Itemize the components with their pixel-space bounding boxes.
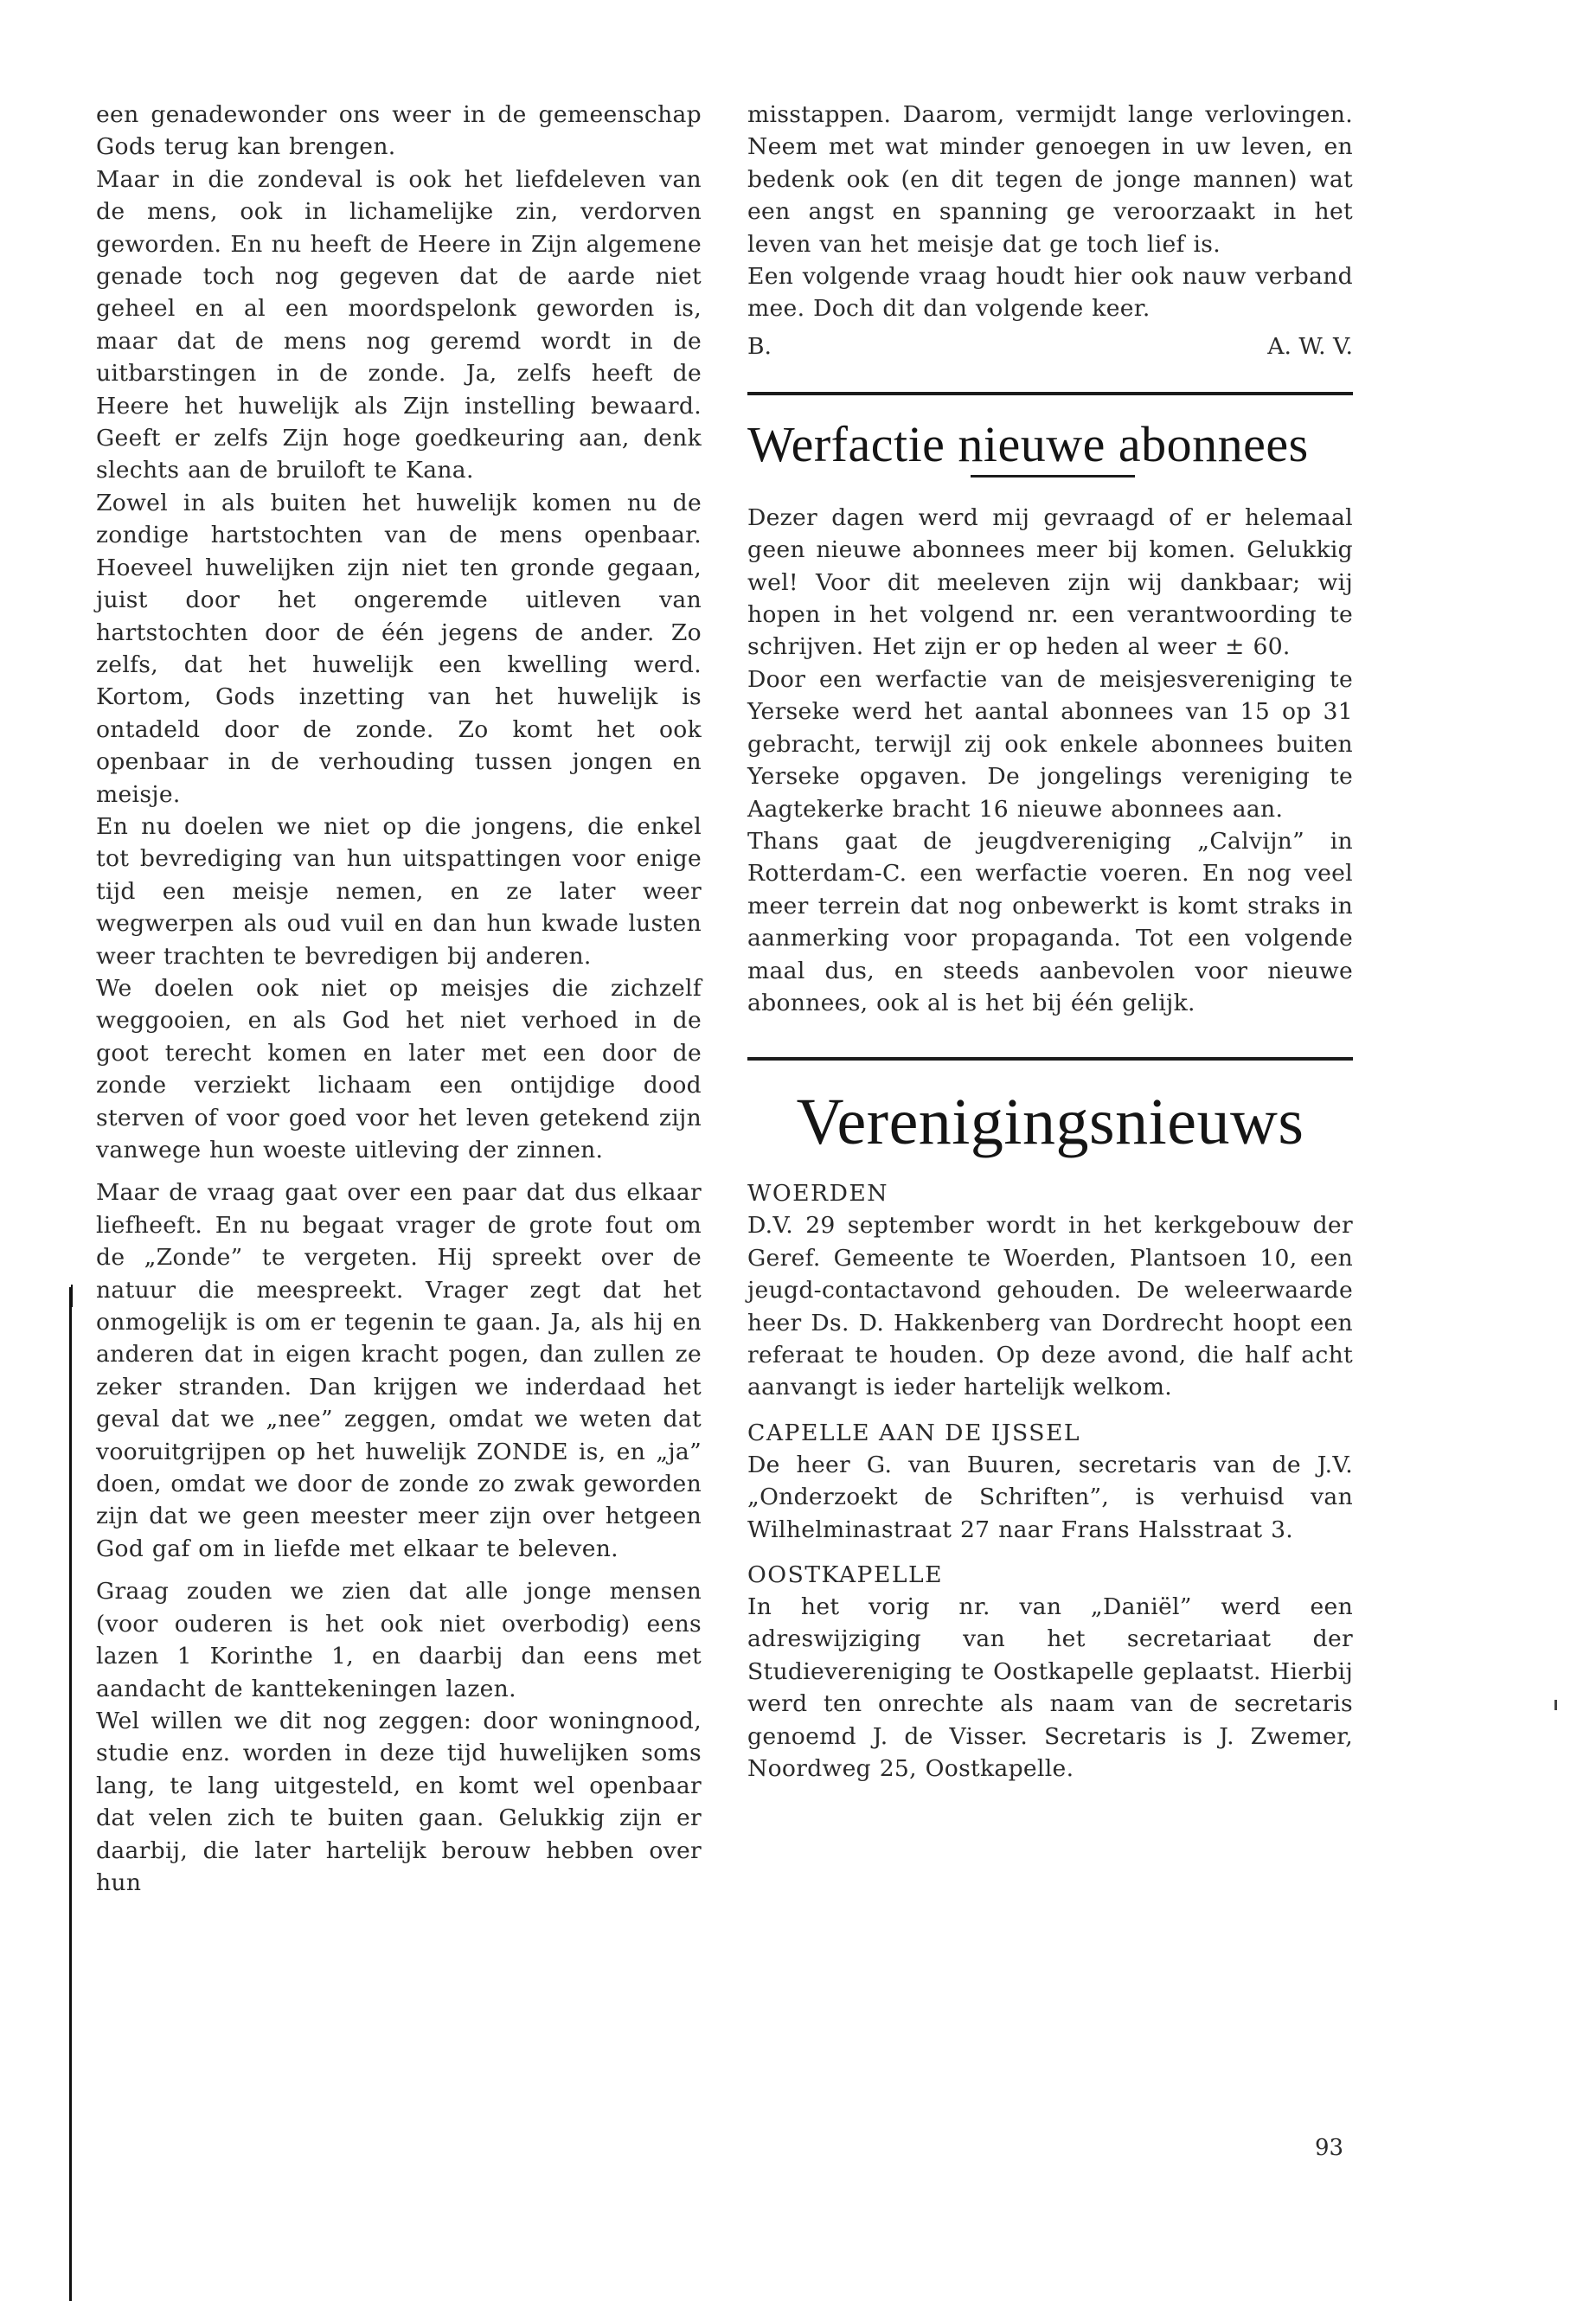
paragraph: Wel willen we dit nog zeggen: door woningnood, studie enz. worden in deze tijd huwelijken soms lang, te lang uitgesteld, en komt wel openbaar dat velen zich te buiten gaan. Gelukkig zijn er daarbij, die later hartelijk berouw hebben over hun [96,1707,702,1896]
left-column [96,99,702,1899]
binding-edge-tick [71,1285,73,1307]
paragraph: En nu doelen we niet op die jongens, die enkel tot bevrediging van hun uitspattingen voor enige tijd een meisje nemen, en ze later weer wegwerpen als oud vuil en dan hun kwade lusten weer trachten te bevredigen bij anderen. [96,812,702,970]
news-item [747,1560,1353,1785]
section-heading-verenigingsnieuws: Verenigingsnieuws [796,1086,1304,1159]
paragraph: een genadewonder ons weer in de gemeenschap Gods terug kan brengen. [96,101,702,161]
binding-edge-line [69,1287,72,2301]
signature-initial: B. [747,332,772,360]
margin-mark [1554,1700,1557,1710]
news-item [747,1418,1353,1546]
paragraph: Graag zouden we zien dat alle jonge mensen (voor ouderen is het ook niet overbodig) eens lazen 1 Korinthe 1, en daarbij dan eens met aandacht de kanttekeningen lazen. [96,1578,702,1702]
paragraph: Door een werfactie van de meisjesvereniging te Yerseke werd het aantal abonnees van 15 op 31 gebracht, terwijl zij ook enkele abonnees buiten Yerseke opgaven. De jongelings vereniging te Aagtekerke bracht 16 nieuwe abonnees aan. [747,665,1353,823]
paragraph: Dezer dagen werd mij gevraagd of er helemaal geen nieuwe abonnees meer bij komen. Gelukkig wel! Voor dit meeleven zijn wij dankbaar; wij hopen in het volgend nr. een verantwoording te schrijven. Het zijn er op heden al weer ± 60. [747,503,1353,661]
paragraph: Thans gaat de jeugdvereniging „Calvijn” in Rotterdam-C. een werfactie voeren. En nog veel meer terrein dat nog onbewerkt is komt straks in aanmerking voor propaganda. Tot een volgende maal dus, en steeds aanbevolen voor nieuwe abonnees, ook al is het bij één gelijk. [747,827,1353,1016]
paragraph: Een volgende vraag houdt hier ook nauw verband mee. Doch dit dan volgende keer. [747,263,1353,323]
news-text: In het vorig nr. van „Daniël” werd een adreswijziging van het secretariaat der Studievereniging te Oostkapelle geplaatst. Hierbij werd ten onrechte als naam van de secretaris genoemd J. de Visser. Secretaris is J. Zwemer, Noordweg 25, Oostkapelle. [747,1593,1353,1783]
news-text: D.V. 29 september wordt in het kerkgebouw der Geref. Gemeente te Woerden, Plantsoen 10, een jeugd-contactavond gehouden. De weleerwaarde heer Ds. D. Hakkenberg van Dordrecht hoopt een referaat te houden. Op deze avond, die half acht aanvangt is ieder hartelijk welkom. [747,1212,1353,1401]
news-place: OOSTKAPELLE [747,1561,944,1588]
heading-underline [971,475,1135,478]
news-item [747,1178,1353,1403]
news-place: CAPELLE AAN DE IJSSEL [747,1419,1081,1446]
news-text: De heer G. van Buuren, secretaris van de J.V. „Onderzoekt de Schriften”, is verhuisd van Wilhelminastraat 27 naar Frans Halsstraat 3. [747,1451,1353,1543]
paragraph: Maar de vraag gaat over een paar dat dus elkaar liefheeft. En nu begaat vrager de grote fout om de „Zonde” te vergeten. Hij spreekt over de natuur die meespreekt. Vrager zegt dat het onmogelijk is om er tegenin te gaan. Ja, als hij en anderen dat in eigen kracht pogen, dan zullen ze zeker stranden. Dan krijgen we inderdaad het geval dat we „nee” zeggen, omdat we weten dat vooruitgrijpen op het huwelijk ZONDE is, en „ja” doen, omdat we door de zonde zo zwak geworden zijn dat we geen meester meer zijn over hetgeen God gaf om in liefde met elkaar te beleven. [96,1179,702,1562]
right-column [747,99,1353,1785]
signature-line [747,330,1353,362]
paragraph: We doelen ook niet op meisjes die zichzelf weggooien, en als God het niet verhoed in de goot terecht komen en later met een door de zonde verziekt lichaam een ontijdige dood sterven of voor goed voor het leven getekend zijn vanwege hun woeste uitleving der zinnen. [96,974,702,1163]
page-number: 93 [1315,2135,1344,2161]
section-heading-werfactie: Werfactie nieuwe abonnees [747,415,1309,472]
section-divider [747,1057,1353,1061]
paragraph: Maar in die zondeval is ook het liefdeleven van de mens, ook in lichamelijke zin, verdorven geworden. En nu heeft de Heere in Zijn algemene genade toch nog gegeven dat de aarde niet geheel en al een moordspelonk geworden is, maar dat de mens nog geremd wordt in de uitbarstingen in de zonde. Ja, zelfs heeft de Heere het huwelijk als Zijn instelling bewaard. Geeft er zelfs Zijn hoge goedkeuring aan, denk slechts aan de bruiloft te Kana. [96,165,702,484]
news-place: WOERDEN [747,1180,889,1208]
paragraph: misstappen. Daarom, vermijdt lange verlovingen. Neem met wat minder genoegen in uw leven, en bedenk ook (en dit tegen de jonge mannen) wat een angst en spanning ge veroorzaakt in het leven van het meisje dat ge toch lief is. [747,101,1353,258]
paragraph: Zowel in als buiten het huwelijk komen nu de zondige hartstochten van de mens openbaar. Hoeveel huwelijken zijn niet ten gronde gegaan, juist door het ongeremde uitleven van hartstochten door de één jegens de ander. Zo zelfs, dat het huwelijk een kwelling werd. Kortom, Gods inzetting van het huwelijk is ontadeld door de zonde. Zo komt het ook openbaar in de verhouding tussen jongen en meisje. [96,489,702,808]
signature-author: A. W. V. [1267,332,1353,360]
section-divider [747,392,1353,395]
